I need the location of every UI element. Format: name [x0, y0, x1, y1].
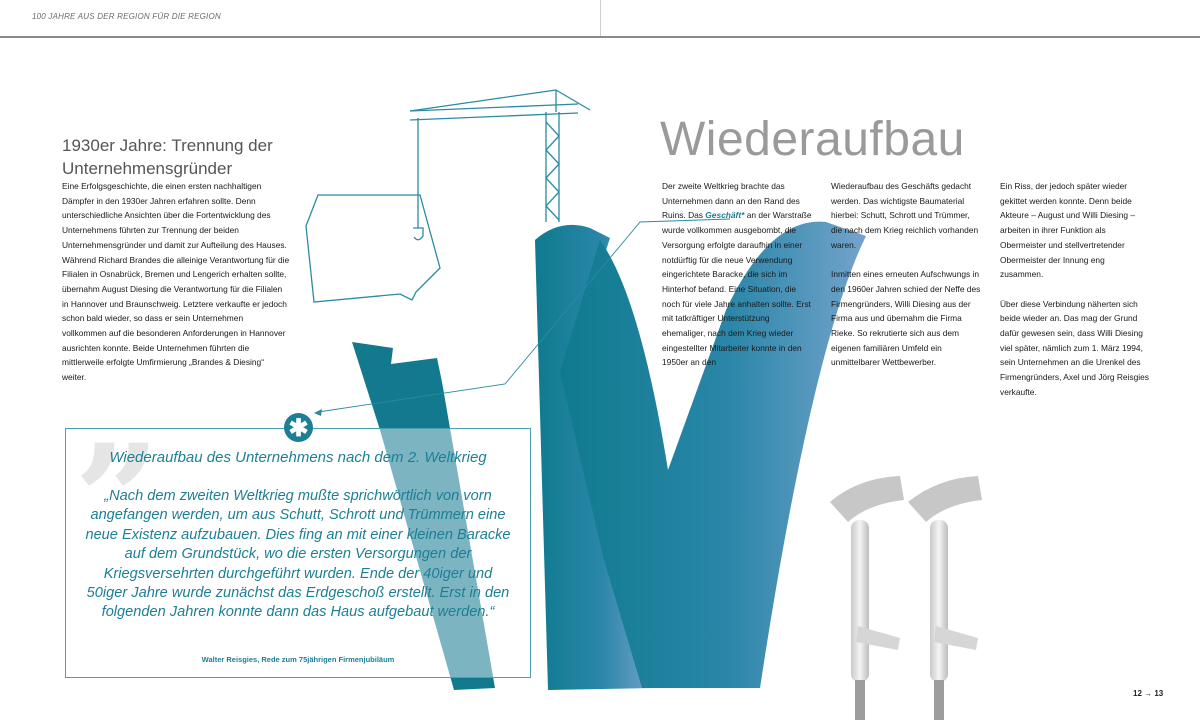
crutch-right-cuff — [908, 476, 982, 522]
crutch-left-cuff — [830, 476, 904, 522]
right-col1-text-a: Der zweite Weltkrieg brachte das Unternehmen dann an den Rand des Ruins. Das — [662, 181, 800, 221]
crane-tie-right — [556, 90, 590, 110]
quote-text: „Nach dem zweiten Weltkrieg mußte sprichwörtlich von vorn angefangen werden, um aus Schutt, Schrott und Trümmern eine neue Existenz aufzubauen. Dies fing an mit einer kleinen Baracke auf dem Grundstück, wo die ersten Versorgungen der Kriegsversehrten durchgeführt wurden. Ende der 40iger und 50iger Jahre wurde zunächst das Erdgeschoß erstellt. Erst in den folgenden Jahren konnte dann das Haus aufgebaut werden.“ — [85, 488, 511, 621]
right-column-2 — [831, 179, 981, 385]
crane-mast-brace-7 — [546, 206, 559, 220]
right-column-1 — [662, 179, 812, 385]
running-head: 100 JAHRE AUS DER REGION FÜR DIE REGION — [32, 12, 221, 21]
crane-mast-brace-5 — [546, 178, 559, 192]
right-col1-text-b: an der Warstraße wurde vollkommen ausgebombt, die Versorgung erfolgte daraufhin in einer notdürftig für die neue Verwendung eingerichtete Baracke, die sich im Hinterhof befand. Eine Situation, die noch für viele Jahre anhalten sollte. Erst mit tatkräftiger Unterstützung ehemaliger, nach dem Krieg wieder eingestellter Mitarbeiter konnte in den 1950er an den — [662, 210, 812, 368]
crutch-left-lower — [855, 680, 865, 720]
crutch-right-shaft — [930, 520, 948, 682]
quote-marks-icon: ” — [74, 412, 161, 588]
crane-mast-brace-6 — [546, 192, 559, 206]
keyword-geschaeft: Geschäft* — [705, 210, 745, 221]
crane-jib-lower — [410, 113, 578, 120]
crane-mast-brace-2 — [546, 136, 559, 150]
right-col3-paragraph-2: Über diese Verbindung näherten sich beide wieder an. Das mag der Grund dafür gewesen sein, dass Willi Diesing viel später, nämlich zum 1. März 1994, sein Unternehmen an die Urenkel des Firmengründers, Axel und Jörg Reisgies verkaufte. — [1000, 298, 1149, 397]
left-body-paragraph: Eine Erfolgsgeschichte, die einen ersten nachhaltigen Dämpfer in den 1930er Jahren erfahren sollte. Denn unterschiedliche Ansichten über die Fortentwicklung des Unternehmens führten zur Trennung der beiden Unternehmensgründer und damit zur Aufteilung des Hauses. Während Richard Brandes die alleinige Verantwortung für die Filialen in Osnabrück, Bremen und Lengerich erhalten sollte, übernahm August Diesing die Verantwortung für die Filialen in Hannover und Braunschweig. Letztere verkaufte er jedoch schon bald wieder, so dass er sein Unternehmen vollkommen auf die besonderen Anforderungen in Hannover ausrichten konnte. Beide Unternehmen führten die mittlerweile erfolgte Umfirmierung „Brandes & Diesing“ weiter. — [62, 181, 290, 383]
right-col1-paragraph — [662, 179, 812, 370]
page-numbers: 12 → 13 — [1133, 689, 1164, 698]
crane-mast-brace-4 — [546, 164, 559, 178]
section-title: 1930er Jahre: Trennung der Unternehmensgründer — [62, 136, 273, 179]
quote-box — [65, 412, 531, 678]
crutch-right-lower — [934, 680, 944, 720]
page-title: Wiederaufbau — [660, 113, 965, 166]
crane-mast-brace-3 — [546, 150, 559, 164]
connector-arrowhead — [314, 409, 322, 416]
quote-source: Walter Reisgies, Rede zum 75jährigen Firmenjubiläum — [201, 655, 395, 664]
crane-load-plate — [306, 195, 440, 302]
right-col2-paragraph-2: Inmitten eines erneuten Aufschwungs in den 1960er Jahren schied der Neffe des Firmengründers, Willi Diesing aus der Firma aus und übernahm die Firma Rieke. So rekrutierte sich aus dem eigenen familiären Umfeld ein unmittelbarer Wettbewerber. — [831, 269, 981, 368]
crane-hook — [413, 228, 423, 240]
crane-mast-brace-1 — [546, 122, 559, 136]
right-column-3 — [1000, 179, 1150, 414]
quote-heading: Wiederaufbau des Unternehmens nach dem 2. Weltkrieg — [109, 449, 487, 466]
right-col2-paragraph-1: Wiederaufbau des Geschäfts gedacht werden. Das wichtigste Baumaterial hierbei: Schutt, Schrott und Trümmer, die nach dem Krieg reichlich vorhanden waren. — [831, 181, 979, 250]
asterisk-badge-icon: ✱ — [284, 413, 313, 442]
crutches-illustration — [830, 476, 982, 720]
crutch-left-shaft — [851, 520, 869, 682]
right-col3-paragraph-1: Ein Riss, der jedoch später wieder gekittet werden konnte. Denn beide Akteure – August und Willi Diesing – arbeiten in ihrer Funktion als Obermeister und stellvertretender Obermeister der Innung eng zusammen. — [1000, 181, 1136, 280]
left-body-column — [62, 179, 290, 400]
